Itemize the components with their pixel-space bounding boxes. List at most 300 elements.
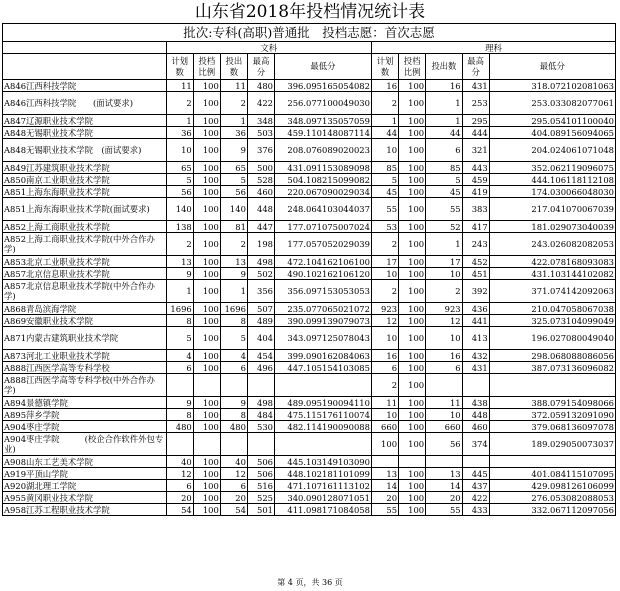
like-min-cell: 204.024061071048 [489,139,615,162]
wenke-min-cell: 490.102162106120 [275,268,372,280]
like-admitted-cell: 1 [426,233,462,256]
wenke-plan-cell [166,433,193,456]
like-plan-cell: 6 [371,362,398,374]
like-min-cell: 404.089156094065 [489,127,615,139]
wenke-plan-cell: 1696 [166,303,193,315]
wenke-min-cell: 356.097153053053 [275,280,372,303]
wenke-admitted-cell: 36 [220,127,247,139]
like-plan-cell: 55 [371,198,398,221]
like-ratio-cell: 100 [399,198,426,221]
like-min-cell: 388.079154098066 [489,397,615,409]
like-plan-cell: 10 [371,139,398,162]
wenke-plan-cell: 5 [166,327,193,350]
like-plan-cell: 660 [371,421,398,433]
col-header-max: 最高分 [462,54,489,80]
like-admitted-cell: 6 [426,139,462,162]
wenke-plan-cell: 2 [166,233,193,256]
like-plan-cell: 55 [371,504,398,516]
like-max-cell: 253 [462,92,489,115]
school-name-cell: A920湖北理工学院 [3,480,167,492]
col-header-admitted: 投出数 [220,54,247,80]
wenke-max-cell: 502 [247,268,274,280]
like-max-cell: 419 [462,186,489,198]
wenke-plan-cell: 5 [166,174,193,186]
like-admitted-cell: 13 [426,468,462,480]
like-max-cell: 438 [462,397,489,409]
table-row [3,468,616,480]
wenke-max-cell: 376 [247,139,274,162]
school-name-cell: A888江西医学高等专科学校(中外合作办学) [3,374,167,397]
like-max-cell: 383 [462,198,489,221]
like-plan-cell: 85 [371,162,398,174]
like-ratio-cell: 100 [399,174,426,186]
wenke-plan-cell: 12 [166,468,193,480]
group-header-like: 理科 [371,42,615,54]
like-ratio-cell: 100 [399,504,426,516]
table-row [3,350,616,362]
like-plan-cell: 11 [371,397,398,409]
school-name-cell: A848无锡职业技术学院 (面试要求) [3,139,167,162]
wenke-admitted-cell: 5 [220,174,247,186]
page-title: 山东省2018年投档情况统计表 [194,2,426,22]
like-min-cell: 387.073136096082 [489,362,615,374]
wenke-min-cell: 343.097125078043 [275,327,372,350]
like-min-cell: 210.047058067038 [489,303,615,315]
wenke-plan-cell: 56 [166,186,193,198]
wenke-admitted-cell: 6 [220,480,247,492]
col-header-min: 最低分 [275,54,372,80]
school-name-cell: A848无锡职业技术学院 [3,127,167,139]
like-ratio-cell: 100 [399,115,426,127]
like-plan-cell: 2 [371,233,398,256]
wenke-plan-cell: 480 [166,421,193,433]
school-name-cell: A904枣庄学院 [3,421,167,433]
wenke-plan-cell: 8 [166,409,193,421]
school-name-cell: A852上海工商职业技术学院(中外合作办学) [3,233,167,256]
school-name-cell: A853北京工业职业技术学院 [3,256,167,268]
like-plan-cell [371,456,398,468]
wenke-min-cell: 177.057052029039 [275,233,372,256]
like-admitted-cell [426,374,462,397]
wenke-min-cell: 399.090162084063 [275,350,372,362]
wenke-plan-cell: 1 [166,280,193,303]
wenke-ratio-cell: 100 [193,397,220,409]
wenke-min-cell: 348.097135057059 [275,115,372,127]
wenke-admitted-cell [220,374,247,397]
like-max-cell: 451 [462,268,489,280]
wenke-admitted-cell: 9 [220,397,247,409]
like-min-cell: 332.067112097056 [489,504,615,516]
table-row [3,198,616,221]
wenke-ratio-cell: 100 [193,127,220,139]
wenke-max-cell: 198 [247,233,274,256]
wenke-ratio-cell: 100 [193,92,220,115]
wenke-admitted-cell: 81 [220,221,247,233]
table-row [3,186,616,198]
wenke-plan-cell: 20 [166,492,193,504]
like-plan-cell: 16 [371,350,398,362]
like-max-cell: 459 [462,174,489,186]
wenke-ratio-cell: 100 [193,492,220,504]
col-header-ratio: 投档比例 [193,54,220,80]
like-admitted-cell: 52 [426,221,462,233]
school-name-cell: A895萍乡学院 [3,409,167,421]
school-name-cell: A847辽源职业技术学院 [3,115,167,127]
school-name-cell: A852上海工商职业技术学院 [3,221,167,233]
like-max-cell: 452 [462,256,489,268]
like-admitted-cell: 56 [426,433,462,456]
like-plan-cell: 2 [371,374,398,397]
like-admitted-cell: 55 [426,504,462,516]
school-name-cell: A857北京信息职业技术学院 [3,268,167,280]
like-ratio-cell: 100 [399,468,426,480]
wenke-min-cell: 482.114190090088 [275,421,372,433]
wenke-admitted-cell: 9 [220,268,247,280]
like-plan-cell: 923 [371,303,398,315]
like-max-cell: 437 [462,480,489,492]
wenke-ratio-cell: 100 [193,327,220,350]
school-name-cell: A869安徽职业技术学院 [3,315,167,327]
wenke-plan-cell: 6 [166,362,193,374]
wenke-ratio-cell: 100 [193,362,220,374]
group-header-row [3,42,616,54]
wenke-admitted-cell: 1 [220,115,247,127]
like-max-cell: 436 [462,303,489,315]
wenke-max-cell: 348 [247,115,274,127]
wenke-max-cell: 525 [247,492,274,504]
wenke-max-cell: 448 [247,198,274,221]
table-row [3,162,616,174]
like-admitted-cell: 1 [426,115,462,127]
wenke-plan-cell [166,374,193,397]
wenke-plan-cell: 40 [166,456,193,468]
wenke-min-cell: 390.099139079073 [275,315,372,327]
wenke-ratio-cell: 100 [193,174,220,186]
like-admitted-cell: 44 [426,127,462,139]
wenke-plan-cell: 138 [166,221,193,233]
blank-corner [3,42,167,54]
like-min-cell [489,374,615,397]
like-ratio-cell: 100 [399,315,426,327]
table-row [3,127,616,139]
like-ratio-cell: 100 [399,256,426,268]
like-max-cell: 243 [462,233,489,256]
wenke-admitted-cell: 480 [220,421,247,433]
wenke-max-cell: 422 [247,92,274,115]
school-name-cell: A851上海东海职业技术学院 [3,186,167,198]
wenke-min-cell: 396.095165054082 [275,80,372,92]
wenke-plan-cell: 140 [166,198,193,221]
wenke-max-cell: 506 [247,468,274,480]
wenke-max-cell: 480 [247,80,274,92]
wenke-admitted-cell: 4 [220,350,247,362]
like-max-cell [462,456,489,468]
col-header-max: 最高分 [247,54,274,80]
like-min-cell: 379.068136097078 [489,421,615,433]
table-row [3,456,616,468]
wenke-ratio-cell: 100 [193,280,220,303]
like-ratio-cell: 100 [399,421,426,433]
wenke-ratio-cell: 100 [193,421,220,433]
like-max-cell: 431 [462,80,489,92]
like-admitted-cell: 5 [426,174,462,186]
school-name-cell: A955黄冈职业技术学院 [3,492,167,504]
like-plan-cell: 53 [371,221,398,233]
like-ratio-cell: 100 [399,139,426,162]
wenke-max-cell: 489 [247,315,274,327]
wenke-plan-cell: 2 [166,92,193,115]
table-row [3,303,616,315]
like-max-cell [462,374,489,397]
col-header-min: 最低分 [489,54,615,80]
like-plan-cell: 44 [371,127,398,139]
wenke-max-cell: 501 [247,504,274,516]
like-ratio-cell: 100 [399,362,426,374]
wenke-plan-cell: 8 [166,315,193,327]
school-name-cell: A958江苏工程职业技术学院 [3,504,167,516]
wenke-min-cell: 504.108215099082 [275,174,372,186]
wenke-max-cell: 506 [247,456,274,468]
like-max-cell: 321 [462,139,489,162]
wenke-min-cell: 177.071075007024 [275,221,372,233]
table-row [3,492,616,504]
school-name-cell: A888江西医学高等专科学校 [3,362,167,374]
like-plan-cell: 16 [371,80,398,92]
like-min-cell: 325.073104099049 [489,315,615,327]
like-admitted-cell: 10 [426,268,462,280]
like-plan-cell: 45 [371,186,398,198]
wenke-admitted-cell: 5 [220,327,247,350]
wenke-max-cell: 447 [247,221,274,233]
blank-name-header [3,54,167,80]
group-header-wenke: 文科 [166,42,371,54]
wenke-admitted-cell: 2 [220,233,247,256]
wenke-ratio-cell: 100 [193,303,220,315]
wenke-min-cell: 471.107161113102 [275,480,372,492]
like-admitted-cell: 660 [426,421,462,433]
like-admitted-cell: 6 [426,362,462,374]
wenke-admitted-cell: 40 [220,456,247,468]
wenke-ratio-cell: 100 [193,233,220,256]
like-max-cell: 441 [462,315,489,327]
wenke-plan-cell: 54 [166,504,193,516]
school-name-cell: A846江西科技学院 (面试要求) [3,92,167,115]
wenke-plan-cell: 36 [166,127,193,139]
like-admitted-cell: 16 [426,80,462,92]
school-name-cell: A868青岛滨海学院 [3,303,167,315]
table-row [3,327,616,350]
wenke-admitted-cell: 8 [220,315,247,327]
table-row [3,139,616,162]
admission-table [2,23,616,516]
like-plan-cell: 10 [371,409,398,421]
like-min-cell: 174.030066048030 [489,186,615,198]
table-row [3,315,616,327]
like-plan-cell: 1 [371,115,398,127]
school-name-cell: A871内蒙古建筑职业技术学院 [3,327,167,350]
like-ratio-cell: 100 [399,397,426,409]
school-name-cell: A919平顶山学院 [3,468,167,480]
like-min-cell: 295.054101100040 [489,115,615,127]
wenke-ratio-cell [193,433,220,456]
wenke-min-cell: 256.077100049030 [275,92,372,115]
wenke-ratio-cell: 100 [193,409,220,421]
wenke-ratio-cell: 100 [193,139,220,162]
wenke-admitted-cell: 9 [220,139,247,162]
wenke-ratio-cell [193,374,220,397]
wenke-admitted-cell: 8 [220,409,247,421]
wenke-min-cell: 411.098171084058 [275,504,372,516]
wenke-plan-cell: 6 [166,480,193,492]
table-row [3,409,616,421]
like-max-cell: 460 [462,421,489,433]
like-ratio-cell: 100 [399,92,426,115]
wenke-max-cell: 530 [247,421,274,433]
table-row [3,280,616,303]
table-row [3,268,616,280]
table-row [3,480,616,492]
like-min-cell: 189.029050073037 [489,433,615,456]
table-subtitle: 批次:专科(高职)普通批 投档志愿：首次志愿 [3,24,616,42]
like-min-cell: 429.098126106099 [489,480,615,492]
wenke-plan-cell: 9 [166,268,193,280]
like-ratio-cell: 100 [399,350,426,362]
table-row [3,92,616,115]
wenke-admitted-cell [220,433,247,456]
like-max-cell: 413 [462,327,489,350]
like-ratio-cell: 100 [399,480,426,492]
wenke-admitted-cell: 65 [220,162,247,174]
wenke-max-cell [247,433,274,456]
wenke-min-cell [275,374,372,397]
wenke-max-cell: 460 [247,186,274,198]
wenke-plan-cell: 65 [166,162,193,174]
wenke-min-cell: 248.064103044037 [275,198,372,221]
like-min-cell: 196.027080049040 [489,327,615,350]
like-admitted-cell: 17 [426,256,462,268]
table-row [3,256,616,268]
wenke-admitted-cell: 6 [220,362,247,374]
like-ratio-cell: 100 [399,409,426,421]
wenke-admitted-cell: 11 [220,80,247,92]
wenke-ratio-cell: 100 [193,268,220,280]
wenke-admitted-cell: 54 [220,504,247,516]
wenke-admitted-cell: 140 [220,198,247,221]
like-max-cell: 422 [462,492,489,504]
wenke-admitted-cell: 12 [220,468,247,480]
wenke-plan-cell: 9 [166,397,193,409]
table-row [3,397,616,409]
wenke-ratio-cell: 100 [193,480,220,492]
wenke-max-cell: 496 [247,362,274,374]
wenke-plan-cell: 4 [166,350,193,362]
wenke-max-cell: 503 [247,127,274,139]
like-plan-cell: 13 [371,468,398,480]
like-ratio-cell: 100 [399,492,426,504]
wenke-plan-cell: 11 [166,80,193,92]
like-plan-cell: 20 [371,492,398,504]
like-ratio-cell: 100 [399,268,426,280]
like-ratio-cell: 100 [399,80,426,92]
like-max-cell: 433 [462,504,489,516]
like-ratio-cell: 100 [399,280,426,303]
column-header-row [3,54,616,80]
wenke-admitted-cell: 20 [220,492,247,504]
like-max-cell: 445 [462,468,489,480]
like-min-cell: 422.078168093083 [489,256,615,268]
like-ratio-cell: 100 [399,303,426,315]
table-body [3,80,616,516]
table-row [3,221,616,233]
wenke-min-cell: 447.105154103085 [275,362,372,374]
like-ratio-cell: 100 [399,127,426,139]
wenke-admitted-cell: 2 [220,92,247,115]
like-admitted-cell: 11 [426,397,462,409]
like-plan-cell: 2 [371,92,398,115]
school-name-cell: A850南京工业职业技术学院 [3,174,167,186]
like-min-cell: 243.026082082053 [489,233,615,256]
like-ratio-cell: 100 [399,162,426,174]
like-plan-cell: 12 [371,315,398,327]
like-admitted-cell: 12 [426,315,462,327]
like-max-cell: 448 [462,409,489,421]
wenke-ratio-cell: 100 [193,198,220,221]
table-row [3,433,616,456]
school-name-cell: A894景德镇学院 [3,397,167,409]
wenke-admitted-cell: 1696 [220,303,247,315]
wenke-min-cell: 220.067090029034 [275,186,372,198]
like-ratio-cell [399,456,426,468]
wenke-ratio-cell: 100 [193,315,220,327]
wenke-min-cell: 475.115176110074 [275,409,372,421]
wenke-admitted-cell: 1 [220,280,247,303]
wenke-min-cell: 459.110148087114 [275,127,372,139]
like-min-cell: 217.041070067039 [489,198,615,221]
table-row [3,174,616,186]
like-plan-cell: 14 [371,480,398,492]
like-max-cell: 392 [462,280,489,303]
like-plan-cell: 10 [371,268,398,280]
like-min-cell: 253.033082077061 [489,92,615,115]
like-min-cell: 401.084115107095 [489,468,615,480]
like-max-cell: 417 [462,221,489,233]
wenke-min-cell: 340.090128071051 [275,492,372,504]
like-plan-cell: 100 [371,433,398,456]
school-name-cell: A857北京信息职业技术学院(中外合作办学) [3,280,167,303]
col-header-admitted: 投出数 [426,54,462,80]
like-ratio-cell: 100 [399,374,426,397]
like-admitted-cell: 2 [426,280,462,303]
like-max-cell: 444 [462,127,489,139]
table-row [3,233,616,256]
school-name-cell: A851上海东海职业技术学院(面试要求) [3,198,167,221]
table-row [3,80,616,92]
wenke-plan-cell: 10 [166,139,193,162]
like-ratio-cell: 100 [399,233,426,256]
like-admitted-cell: 10 [426,409,462,421]
like-plan-cell: 10 [371,327,398,350]
wenke-ratio-cell: 100 [193,256,220,268]
school-name-cell: A904枣庄学院 (校企合作软件外包专业) [3,433,167,456]
wenke-ratio-cell: 100 [193,115,220,127]
like-min-cell: 372.059132091090 [489,409,615,421]
table-row [3,504,616,516]
wenke-min-cell: 472.104162106100 [275,256,372,268]
like-max-cell: 432 [462,350,489,362]
like-admitted-cell: 14 [426,480,462,492]
wenke-max-cell: 528 [247,174,274,186]
school-name-cell: A846江西科技学院 [3,80,167,92]
